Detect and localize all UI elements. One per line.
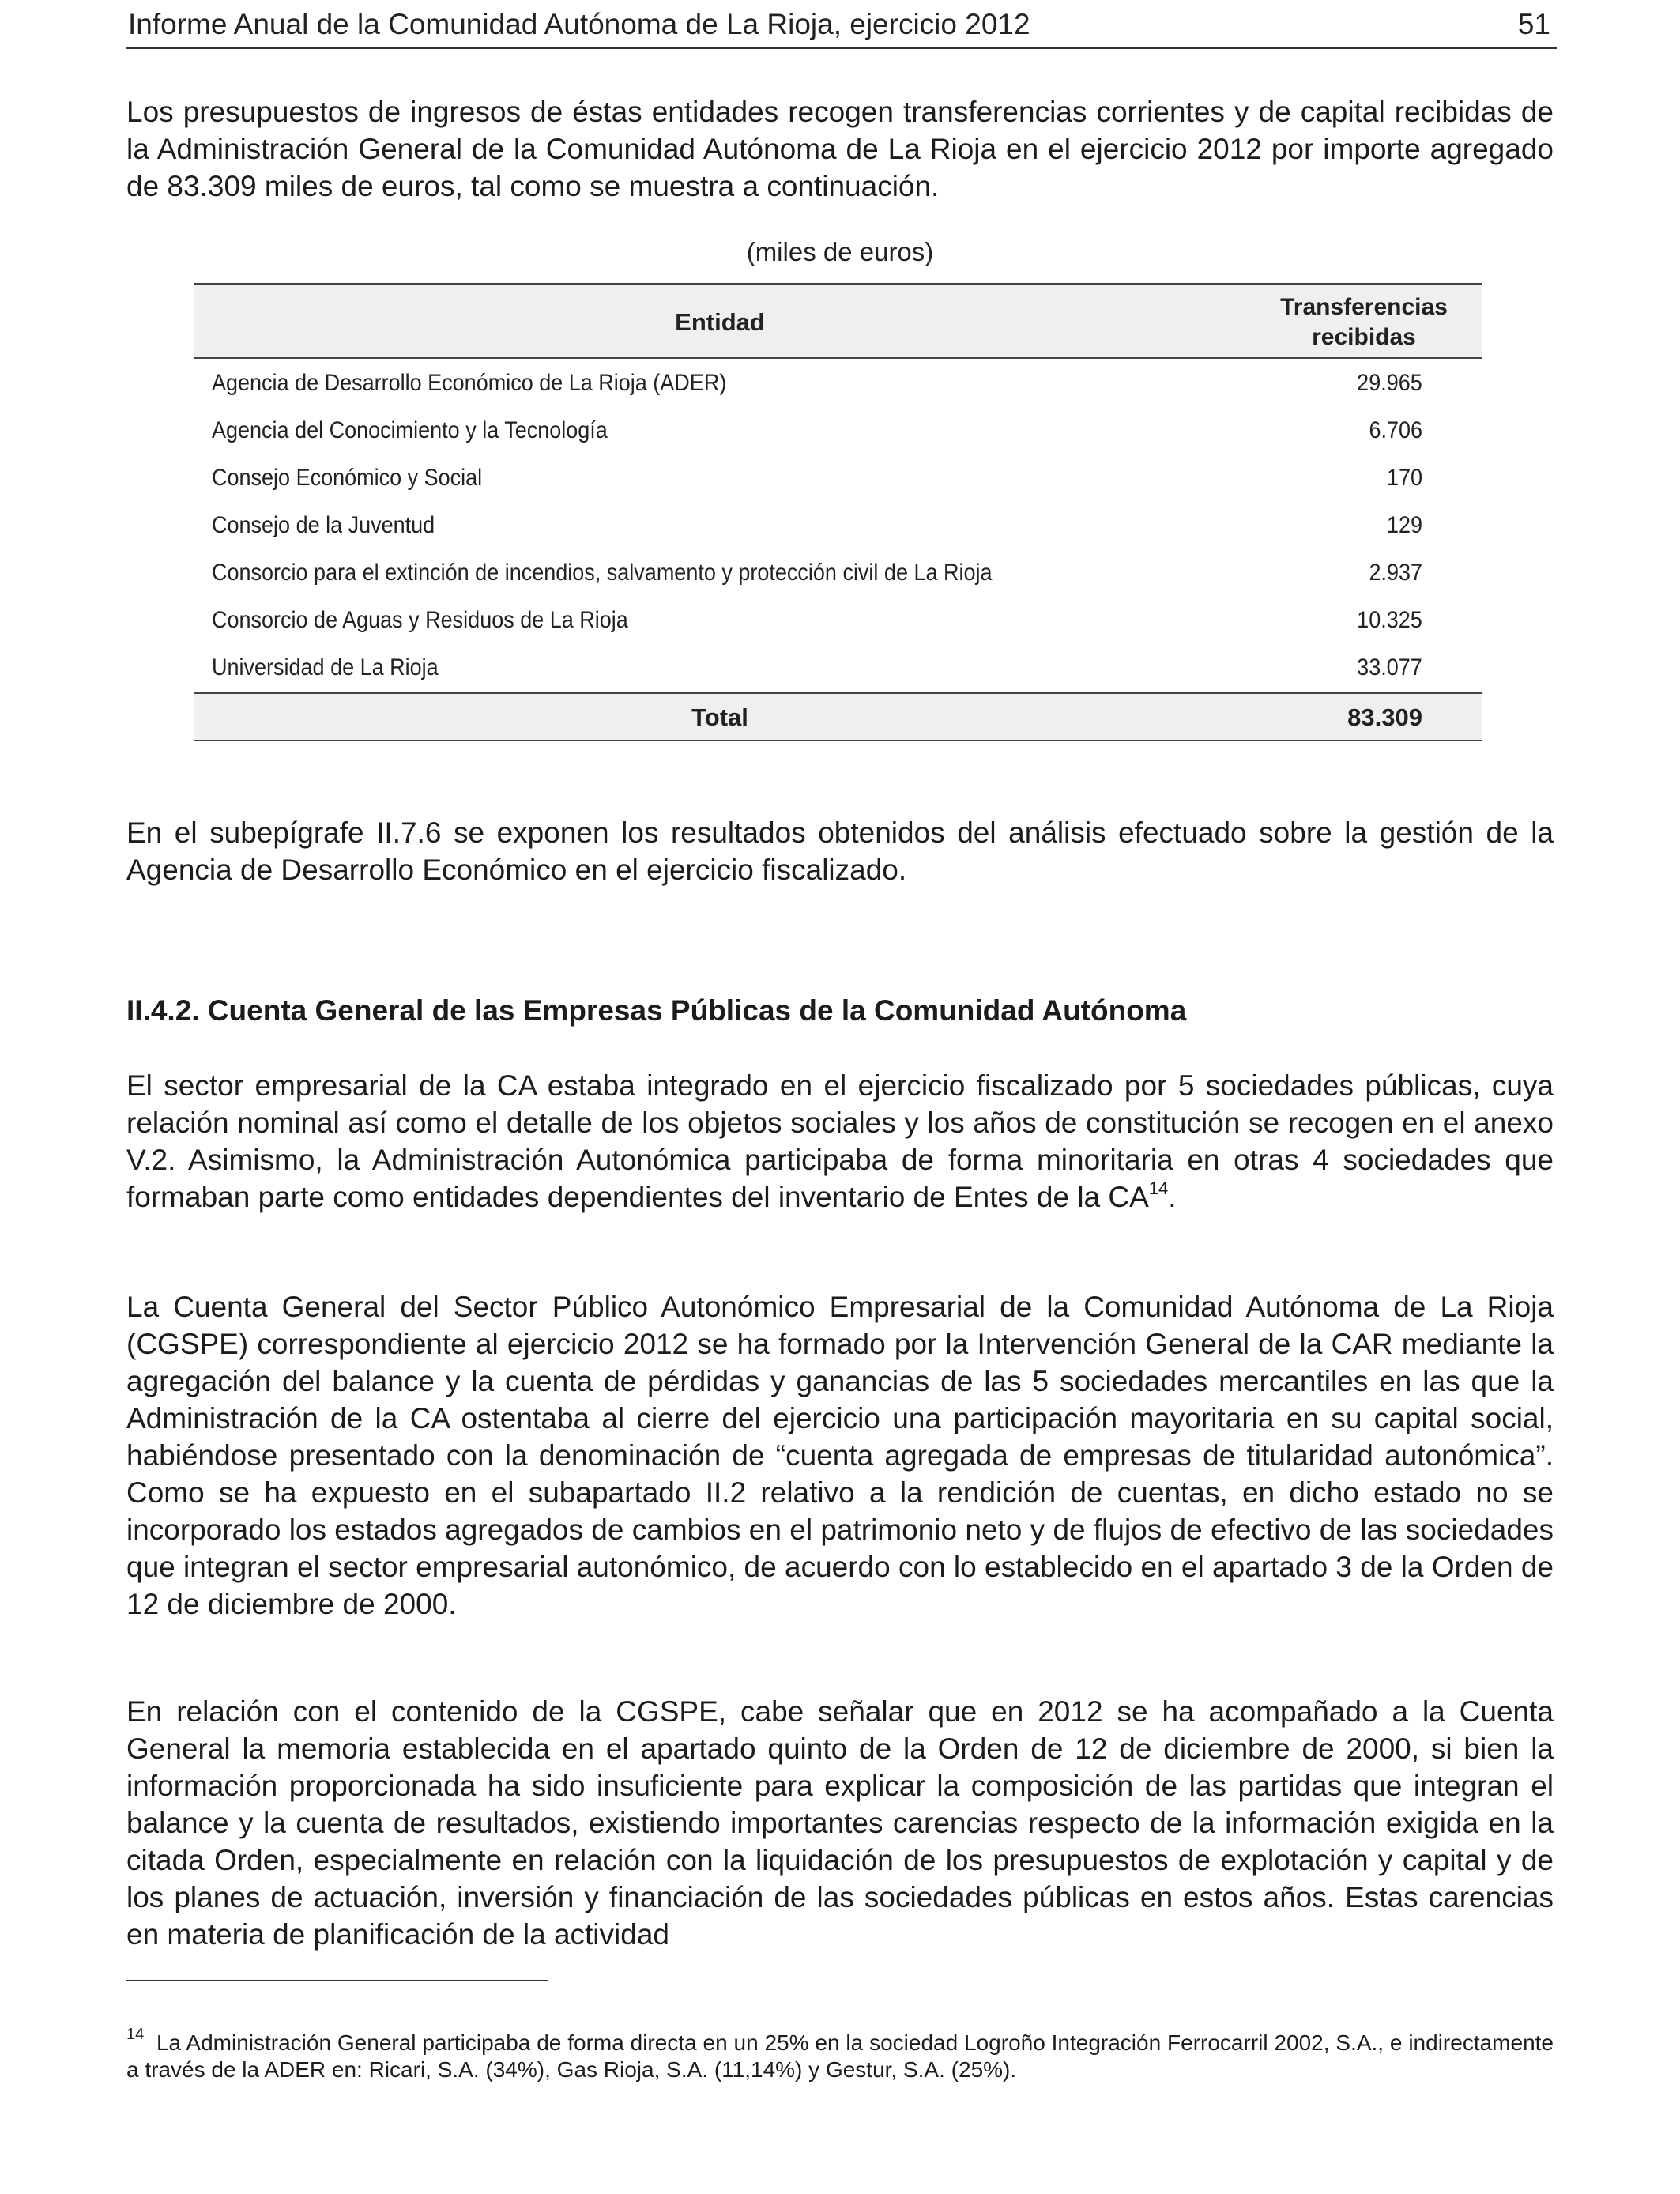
row-importe: 29.965 [1357, 370, 1422, 396]
footnote-divider [126, 1980, 548, 1981]
table-row [194, 359, 1482, 406]
table-row [194, 596, 1482, 643]
column-header-transferencias: Transferencias recibidas [1280, 294, 1448, 350]
row-importe: 129 [1386, 512, 1422, 538]
table-row [194, 406, 1482, 454]
row-entidad: Agencia del Conocimiento y la Tecnología [212, 417, 608, 443]
row-entidad: Consejo Económico y Social [212, 465, 483, 491]
row-importe: 6.706 [1369, 417, 1422, 443]
row-entidad: Consorcio para el extinción de incendios, salvamento y protección civil de La Rioja [212, 560, 993, 586]
table-header [194, 283, 1482, 359]
table-row [194, 643, 1482, 691]
footnote [126, 2026, 1554, 2083]
column-header-entidad: Entidad [675, 308, 765, 336]
table-row [194, 548, 1482, 596]
paragraph-sector-empresarial [126, 1067, 1554, 1216]
header-title: Informe Anual de la Comunidad Autónoma de La Rioja, ejercicio 2012 [128, 8, 1030, 40]
transfers-table [194, 283, 1482, 741]
footnote-number: 14 [126, 2026, 145, 2043]
page-header [126, 8, 1557, 49]
total-label: Total [691, 703, 748, 731]
row-entidad: Agencia de Desarrollo Económico de La Rioja (ADER) [212, 370, 727, 396]
total-value: 83.309 [1347, 703, 1422, 731]
table-caption: (miles de euros) [746, 237, 934, 266]
row-entidad: Universidad de La Rioja [212, 654, 439, 680]
table-row [194, 454, 1482, 501]
paragraph-end: . [1168, 1181, 1177, 1213]
paragraph-text: El sector empresarial de la CA estaba integrado en el ejercicio fiscalizado por 5 sociedades públicas, cuya relación nominal así como el detalle de los objetos sociales y los años de constitución se recogen en el anexo V.2. Asimismo, la Administración Autonómica participaba de forma minoritaria en otras 4 sociedades que formaban parte como entidades dependientes del inventario de Entes de la CA [126, 1069, 1554, 1213]
footnote-text: La Administración General participaba de forma directa en un 25% en la sociedad Logroño Integración Ferrocarril 2002, S.A., e indirectamente a través de la ADER en: Ricari, S.A. (34%), Gas Rioja, S.A. (11,14%) y Gestur, S.A. (25%). [126, 2030, 1554, 2082]
paragraph-subepigrafe: En el subepígrafe II.7.6 se exponen los resultados obtenidos del análisis efectuado sobre la gestión de la Agencia de Desarrollo Económico en el ejercicio fiscalizado. [126, 816, 1554, 886]
section-heading: II.4.2. Cuenta General de las Empresas Públicas de la Comunidad Autónoma [126, 994, 1187, 1027]
row-importe: 170 [1386, 465, 1422, 491]
row-importe: 2.937 [1369, 560, 1422, 586]
paragraph-cuenta-general: La Cuenta General del Sector Público Autonómico Empresarial de la Comunidad Autónoma de La Rioja (CGSPE) correspondiente al ejercicio 2012 se ha formado por la Intervención General de la CAR mediante la agregación del balance y la cuenta de pérdidas y ganancias de las 5 sociedades mercantiles en las que la Administración de la CA ostentaba al cierre del ejercicio una participación mayoritaria en su capital social, habiéndose presentado con la denominación de “cuenta agregada de empresas de titularidad autonómica”. Como se ha expuesto en el subapartado II.2 relativo a la rendición de cuentas, en dicho estado no se incorporado los estados agregados de cambios en el patrimonio neto y de flujos de efectivo de las sociedades que integran el sector empresarial autonómico, de acuerdo con lo establecido en el apartado 3 de la Orden de 12 de diciembre de 2000. [126, 1291, 1554, 1620]
row-importe: 10.325 [1357, 607, 1422, 633]
row-importe: 33.077 [1357, 654, 1422, 680]
row-entidad: Consorcio de Aguas y Residuos de La Rioja [212, 607, 628, 633]
paragraph-intro: Los presupuestos de ingresos de éstas entidades recogen transferencias corrientes y de capital recibidas de la Administración General de la Comunidad Autónoma de La Rioja en el ejercicio 2012 por importe agregado de 83.309 miles de euros, tal como se muestra a continuación. [126, 96, 1554, 202]
page-number: 51 [1517, 8, 1550, 40]
paragraph-cgspe: En relación con el contenido de la CGSPE, cabe señalar que en 2012 se ha acompañado a la Cuenta General la memoria establecida en el apartado quinto de la Orden de 12 de diciembre de 2000, si bien la información proporcionada ha sido insuficiente para explicar la composición de las partidas que integran el balance y la cuenta de resultados, existiendo importantes carencias respecto de la información exigida en la citada Orden, especialmente en relación con la liquidación de los presupuestos de explotación y capital y de los planes de actuación, inversión y financiación de las sociedades públicas en estos años. Estas carencias en materia de planificación de la actividad [126, 1695, 1554, 1951]
table-row [194, 501, 1482, 548]
row-entidad: Consejo de la Juventud [212, 512, 435, 538]
footnote-reference[interactable]: 14 [1148, 1178, 1169, 1198]
table-total-row [194, 692, 1482, 741]
table-body [194, 359, 1482, 691]
